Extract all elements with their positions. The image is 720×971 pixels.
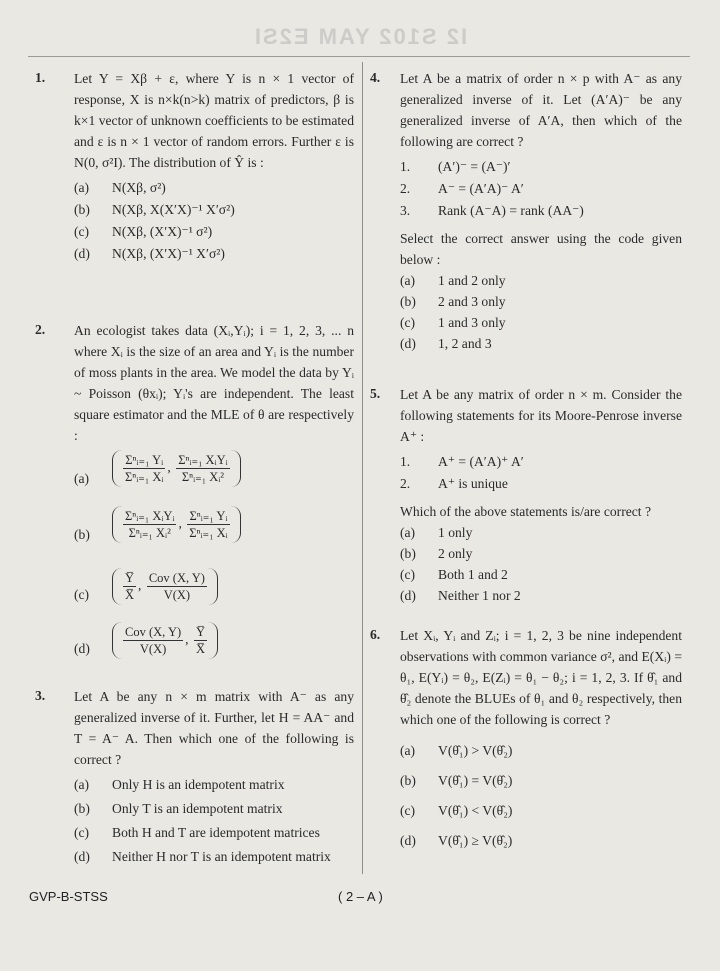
option-formula — [112, 450, 241, 487]
option-5c[interactable] — [400, 564, 682, 585]
question-6-text: Let Xᵢ, Yᵢ and Zᵢ; i = 1, 2, 3 be nine independent observations with common variance σ², and E(Xᵢ) = θ₁, E(Yᵢ) = θ₂, E(Zᵢ) = θ₁ − θ₂; i = 1, 2, 3. If θ̂₁ and θ̂₂ denote the BLUEs of θ₁ and θ₂ respectively, then which one of the following is correct ? — [400, 628, 682, 727]
option-text: 1 and 2 only — [438, 273, 506, 288]
question-3-text: Let A be any n × m matrix with A⁻ as any generalized inverse of it. Further, let H = AA⁻ and T = A⁻ A. Then which one of the following is correct ? — [74, 689, 354, 767]
option-label: (d) — [74, 849, 90, 864]
option-4c[interactable] — [400, 312, 682, 333]
option-label: (c) — [74, 825, 90, 840]
option-4a[interactable] — [400, 270, 682, 291]
option-formula — [112, 622, 218, 659]
statement-label: 2. — [400, 476, 411, 491]
statement-4-1 — [400, 156, 682, 178]
numerator: Σⁿᵢ₌₁ Yᵢ — [187, 508, 229, 525]
option-label: (d) — [400, 833, 416, 848]
option-1d[interactable] — [74, 243, 354, 265]
statement-label: 1. — [400, 159, 411, 174]
footer-page-number: ( 2 – A ) — [338, 889, 383, 904]
option-label: (b) — [74, 801, 90, 816]
numerator: Σⁿᵢ₌₁ Yᵢ — [123, 452, 165, 469]
fraction — [123, 570, 136, 603]
statement-text: (A′)⁻ = (A⁻)′ — [438, 159, 511, 174]
question-2-number: 2. — [35, 322, 46, 337]
option-label: (a) — [74, 180, 90, 195]
option-4b[interactable] — [400, 291, 682, 312]
option-label: (d) — [400, 588, 416, 603]
option-3b[interactable] — [74, 797, 354, 821]
statement-text: A⁻ = (A′A)⁻ A′ — [438, 181, 524, 196]
formula-paren: $\frac{Y̅}{X̅}$ , $\frac{\text{Cov (X, Y)}}{V(X)}$ — [112, 568, 218, 605]
denominator: X̅ — [195, 642, 205, 656]
option-text: V(θ̂₁) = V(θ̂₂) — [438, 773, 513, 788]
question-1-options — [74, 177, 354, 265]
formula-paren: $\frac{\text{Σⁿᵢ₌₁ XᵢYᵢ}}{\text{Σⁿᵢ₌₁ Xᵢ²}}$ , $\frac{\text{Σⁿᵢ₌₁ Yᵢ}}{\text{Σⁿᵢ₌₁ Xᵢ}}$ — [112, 506, 241, 543]
question-5-options — [400, 522, 682, 606]
option-6c[interactable] — [400, 796, 682, 826]
option-6a[interactable] — [400, 736, 682, 766]
option-text: V(θ̂₁) ≥ V(θ̂₂) — [438, 833, 513, 848]
question-3 — [74, 686, 354, 885]
question-5-statements — [400, 451, 682, 495]
question-2-text: An ecologist takes data (Xᵢ,Yᵢ); i = 1, 2, 3, ... n where Xᵢ is the size of an area and Yᵢ is the number of moss plants in the area. We model the data by Yᵢ ~ Poisson (θxᵢ); Yᵢ's are independent. The least square estimator and the MLE of θ are respectively : — [74, 323, 354, 443]
denominator: V(X) — [139, 642, 167, 656]
option-label: (b) — [400, 773, 416, 788]
option-label: (c) — [400, 315, 416, 330]
denominator: Σⁿᵢ₌₁ Xᵢ — [125, 470, 164, 484]
option-text: 2 only — [438, 546, 473, 561]
option-text: 2 and 3 only — [438, 294, 506, 309]
option-text: Neither H nor T is an idempotent matrix — [112, 849, 331, 864]
statement-text: A⁺ is unique — [438, 476, 508, 491]
option-text: 1 only — [438, 525, 473, 540]
question-5-number: 5. — [370, 386, 381, 401]
option-text: 1 and 3 only — [438, 315, 506, 330]
option-text: Neither 1 nor 2 — [438, 588, 521, 603]
option-label: (a) — [400, 525, 416, 540]
denominator: X̅ — [125, 588, 135, 602]
option-label: (a) — [400, 273, 416, 288]
option-2c[interactable] — [74, 568, 354, 622]
question-5-text: Let A be any matrix of order n × m. Consider the following statements for its Moore-Penrose inverse A⁺ : — [400, 387, 682, 444]
fraction — [194, 624, 207, 657]
option-3a[interactable] — [74, 773, 354, 797]
option-1a[interactable] — [74, 177, 354, 199]
option-label: (a) — [74, 777, 90, 792]
statement-label: 1. — [400, 454, 411, 469]
formula-paren: $\frac{\text{Cov (X, Y)}}{V(X)}$ , $\frac{Y̅}{X̅}$ — [112, 622, 218, 659]
question-4-options — [400, 270, 682, 354]
option-formula — [112, 568, 218, 605]
question-1-text: Let Y = Xβ + ε, where Y is n × 1 vector of response, X is n×k(n>k) matrix of predictors, β is k×1 vector of unknown coefficients to be estimated and ε is n × 1 vector of random errors. Further ε is N(0, σ²I). The distribution of Ŷ is : — [74, 71, 354, 170]
question-5-instruction: Which of the above statements is/are correct ? — [400, 504, 651, 519]
denominator: Σⁿᵢ₌₁ Xᵢ — [189, 526, 228, 540]
question-4-statements — [400, 156, 682, 222]
option-text: Both H and T are idempotent matrices — [112, 825, 320, 840]
option-text: N(Xβ, (X′X)⁻¹ σ²) — [112, 224, 213, 239]
option-2a[interactable] — [74, 450, 354, 506]
numerator: Σⁿᵢ₌₁ XᵢYᵢ — [125, 509, 175, 523]
option-3d[interactable] — [74, 845, 354, 885]
numerator: Y̅ — [195, 625, 205, 639]
option-2b[interactable] — [74, 506, 354, 568]
statement-text: A⁺ = (A′A)⁺ A′ — [438, 454, 524, 469]
option-text: Only T is an idempotent matrix — [112, 801, 283, 816]
option-label: (a) — [400, 743, 416, 758]
option-4d[interactable] — [400, 333, 682, 354]
option-label: (c) — [400, 803, 416, 818]
option-3c[interactable] — [74, 821, 354, 845]
statement-4-2 — [400, 178, 682, 200]
numerator: Y̅ — [125, 571, 135, 585]
option-label: (c) — [74, 587, 90, 602]
option-text: V(θ̂₁) > V(θ̂₂) — [438, 743, 513, 758]
question-6-number: 6. — [370, 627, 381, 642]
denominator: Σⁿᵢ₌₁ Xᵢ² — [181, 470, 225, 484]
option-1c[interactable] — [74, 221, 354, 243]
fraction — [176, 452, 229, 485]
option-label: (b) — [74, 527, 90, 542]
option-label: (d) — [400, 336, 416, 351]
denominator: Σⁿᵢ₌₁ Xᵢ² — [128, 526, 171, 540]
option-2d[interactable] — [74, 622, 354, 676]
numerator: Cov (X, Y) — [148, 571, 205, 585]
question-4-number: 4. — [370, 70, 381, 85]
option-text: N(Xβ, X(X′X)⁻¹ X′σ²) — [112, 202, 235, 217]
option-label: (b) — [74, 202, 90, 217]
fraction — [187, 508, 229, 541]
option-text: N(Xβ, σ²) — [112, 180, 166, 195]
statement-5-2 — [400, 473, 682, 495]
option-5b[interactable] — [400, 543, 682, 564]
option-text: N(Xβ, (X′X)⁻¹ X′σ²) — [112, 246, 225, 261]
column-divider — [362, 62, 363, 874]
fraction — [147, 570, 207, 603]
option-formula — [112, 506, 241, 543]
statement-text: Rank (A⁻A) = rank (AA⁻) — [438, 203, 584, 218]
numerator: Σⁿᵢ₌₁ XᵢYᵢ — [178, 453, 228, 467]
question-3-number: 3. — [35, 688, 46, 703]
option-5d[interactable] — [400, 585, 682, 606]
question-2 — [74, 320, 354, 446]
option-label: (d) — [74, 641, 90, 656]
statement-label: 3. — [400, 203, 411, 218]
option-label: (a) — [74, 471, 90, 486]
watermark: I2 S102 YAM E2SI — [252, 24, 468, 49]
option-label: (c) — [74, 224, 90, 239]
option-label: (d) — [74, 246, 90, 261]
fraction — [123, 624, 183, 657]
option-text: Both 1 and 2 — [438, 567, 508, 582]
question-6 — [400, 625, 682, 856]
question-4-instruction: Select the correct answer using the code given below : — [400, 231, 682, 267]
option-label: (b) — [400, 546, 416, 561]
statement-label: 2. — [400, 181, 411, 196]
option-label: (b) — [400, 294, 416, 309]
option-text: V(θ̂₁) < V(θ̂₂) — [438, 803, 513, 818]
top-rule — [28, 56, 690, 57]
formula-paren: $\frac{\text{Σⁿᵢ₌₁ Yᵢ}}{\text{Σⁿᵢ₌₁ Xᵢ}}$ , $\frac{\text{Σⁿᵢ₌₁ XᵢYᵢ}}{\text{Σⁿᵢ₌₁ Xᵢ²}}$ — [112, 450, 241, 487]
question-4-text: Let A be a matrix of order n × p with A⁻ as any generalized inverse of it. Let (A′A)⁻ be any generalized inverse of A′A, then which of the following are correct ? — [400, 71, 682, 149]
question-6-options — [400, 736, 682, 856]
option-text: 1, 2 and 3 — [438, 336, 492, 351]
question-5 — [400, 384, 682, 606]
option-5a[interactable] — [400, 522, 682, 543]
option-text: Only H is an idempotent matrix — [112, 777, 285, 792]
denominator: V(X) — [163, 588, 191, 602]
question-1-number: 1. — [35, 70, 46, 85]
statement-4-3 — [400, 200, 682, 222]
option-6d[interactable] — [400, 826, 682, 856]
option-1b[interactable] — [74, 199, 354, 221]
fraction — [123, 452, 165, 485]
numerator: Cov (X, Y) — [125, 625, 182, 639]
question-3-options — [74, 773, 354, 885]
question-2-options — [74, 450, 354, 676]
option-6b[interactable] — [400, 766, 682, 796]
question-1 — [74, 68, 354, 265]
statement-5-1 — [400, 451, 682, 473]
fraction — [123, 508, 176, 541]
question-4 — [400, 68, 682, 354]
footer-code: GVP-B-STSS — [29, 889, 108, 904]
option-label: (c) — [400, 567, 416, 582]
